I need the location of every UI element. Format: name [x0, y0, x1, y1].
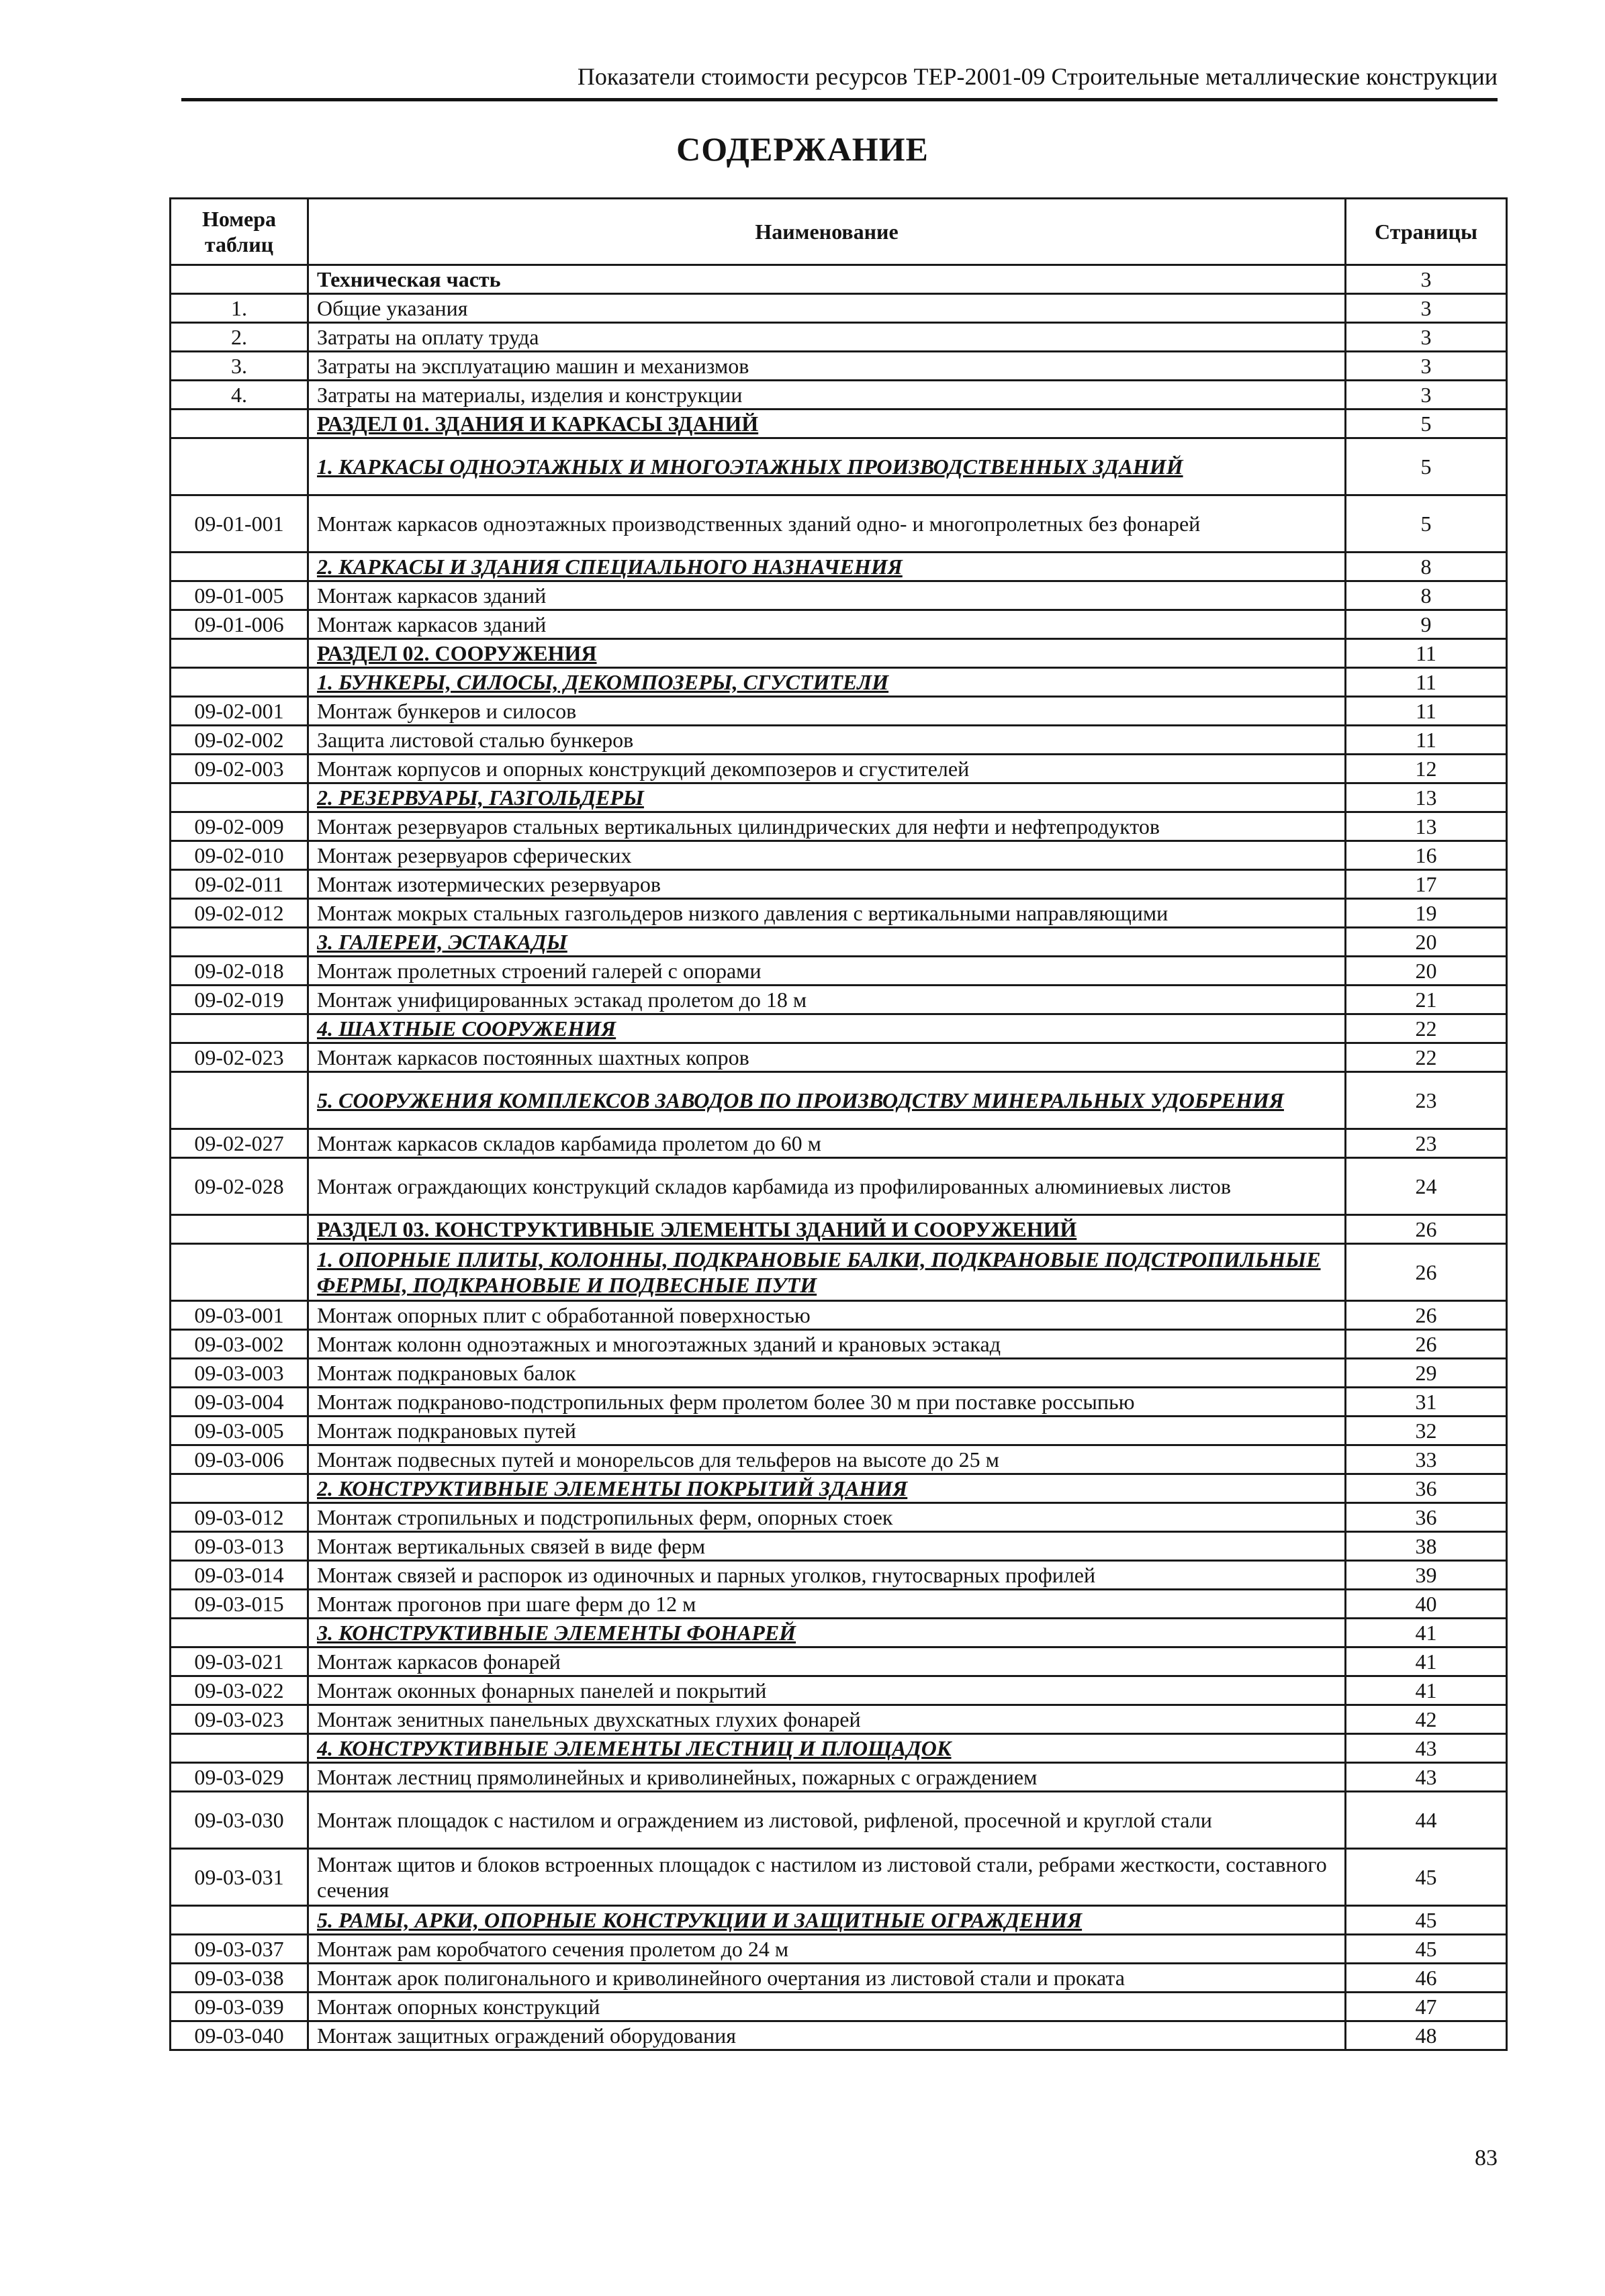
page-number-cell: 40 — [1346, 1590, 1507, 1619]
running-title: Показатели стоимости ресурсов ТЕР-2001-09 Строительные металлические конструкции — [577, 63, 1498, 90]
table-number-cell: 09-01-005 — [171, 581, 308, 610]
page-number-cell: 32 — [1346, 1417, 1507, 1445]
table-row — [171, 1359, 1507, 1388]
table-number-cell: 09-01-001 — [171, 495, 308, 553]
table-row — [171, 1301, 1507, 1330]
table-row — [171, 495, 1507, 553]
table-number-cell: 2. — [171, 323, 308, 352]
entry-name-cell: РАЗДЕЛ 02. СООРУЖЕНИЯ — [308, 639, 1346, 668]
table-row — [171, 1014, 1507, 1043]
table-number-cell: 09-03-039 — [171, 1993, 308, 2021]
entry-name-cell: Монтаж подкраново-подстропильных ферм пролетом более 30 м при поставке россыпью — [308, 1388, 1346, 1417]
table-row — [171, 438, 1507, 495]
table-number-cell: 09-02-019 — [171, 986, 308, 1014]
table-number-cell: 09-03-030 — [171, 1792, 308, 1849]
contents-table-body — [171, 265, 1507, 2050]
page-number-cell: 11 — [1346, 697, 1507, 726]
table-number-cell: 09-03-012 — [171, 1503, 308, 1532]
table-number-cell: 09-03-013 — [171, 1532, 308, 1561]
entry-name-cell: Затраты на оплату труда — [308, 323, 1346, 352]
contents-table — [169, 197, 1508, 2051]
table-number-cell — [171, 553, 308, 581]
entry-name-cell: Монтаж резервуаров сферических — [308, 841, 1346, 870]
table-number-cell: 09-02-012 — [171, 899, 308, 928]
entry-name-cell: Монтаж корпусов и опорных конструкций декомпозеров и сгустителей — [308, 755, 1346, 783]
table-row — [171, 323, 1507, 352]
page-number-cell: 26 — [1346, 1215, 1507, 1244]
table-row — [171, 957, 1507, 986]
page-number-cell: 11 — [1346, 668, 1507, 697]
table-number-cell: 09-03-015 — [171, 1590, 308, 1619]
entry-name-cell: 2. КОНСТРУКТИВНЫЕ ЭЛЕМЕНТЫ ПОКРЫТИЙ ЗДАНИЯ — [308, 1474, 1346, 1503]
table-row — [171, 1445, 1507, 1474]
table-row — [171, 2021, 1507, 2050]
table-row — [171, 783, 1507, 812]
entry-name-cell: Затраты на материалы, изделия и конструкции — [308, 381, 1346, 410]
table-row — [171, 553, 1507, 581]
table-row — [171, 1763, 1507, 1792]
page-number-cell: 47 — [1346, 1993, 1507, 2021]
table-number-cell: 4. — [171, 381, 308, 410]
entry-name-cell: 1. КАРКАСЫ ОДНОЭТАЖНЫХ И МНОГОЭТАЖНЫХ ПРОИЗВОДСТВЕННЫХ ЗДАНИЙ — [308, 438, 1346, 495]
entry-name-cell: Монтаж унифицированных эстакад пролетом до 18 м — [308, 986, 1346, 1014]
table-number-cell: 09-03-014 — [171, 1561, 308, 1590]
table-row — [171, 1503, 1507, 1532]
table-row — [171, 1532, 1507, 1561]
table-row — [171, 1993, 1507, 2021]
entry-name-cell: РАЗДЕЛ 01. ЗДАНИЯ И КАРКАСЫ ЗДАНИЙ — [308, 410, 1346, 438]
page-number-cell: 24 — [1346, 1158, 1507, 1215]
table-number-cell: 09-02-010 — [171, 841, 308, 870]
table-number-cell — [171, 639, 308, 668]
table-row — [171, 726, 1507, 755]
page-number-cell: 48 — [1346, 2021, 1507, 2050]
entry-name-cell: Монтаж мокрых стальных газгольдеров низкого давления с вертикальными направляющими — [308, 899, 1346, 928]
page-number-cell: 13 — [1346, 812, 1507, 841]
table-number-cell — [171, 1734, 308, 1763]
page-number-cell: 13 — [1346, 783, 1507, 812]
table-number-cell — [171, 1244, 308, 1301]
entry-name-cell: Монтаж подкрановых балок — [308, 1359, 1346, 1388]
table-number-cell — [171, 1474, 308, 1503]
table-number-cell — [171, 928, 308, 957]
table-row — [171, 1676, 1507, 1705]
table-row — [171, 1043, 1507, 1072]
table-number-cell — [171, 668, 308, 697]
table-row — [171, 870, 1507, 899]
table-row — [171, 265, 1507, 294]
page-number-cell: 5 — [1346, 410, 1507, 438]
page-number-cell: 45 — [1346, 1849, 1507, 1906]
table-number-cell: 09-02-011 — [171, 870, 308, 899]
entry-name-cell: Общие указания — [308, 294, 1346, 323]
entry-name-cell: 5. РАМЫ, АРКИ, ОПОРНЫЕ КОНСТРУКЦИИ И ЗАЩИТНЫЕ ОГРАЖДЕНИЯ — [308, 1906, 1346, 1935]
column-header-name: Наименование — [308, 199, 1346, 265]
table-row — [171, 1129, 1507, 1158]
table-row — [171, 1561, 1507, 1590]
entry-name-cell: Монтаж каркасов зданий — [308, 610, 1346, 639]
entry-name-cell: Затраты на эксплуатацию машин и механизмов — [308, 352, 1346, 381]
table-row — [171, 668, 1507, 697]
page-number-cell: 3 — [1346, 381, 1507, 410]
page-number-cell: 3 — [1346, 265, 1507, 294]
page-number-cell: 26 — [1346, 1244, 1507, 1301]
entry-name-cell: Монтаж подкрановых путей — [308, 1417, 1346, 1445]
entry-name-cell: Монтаж вертикальных связей в виде ферм — [308, 1532, 1346, 1561]
entry-name-cell: Монтаж каркасов фонарей — [308, 1647, 1346, 1676]
table-number-cell: 09-03-037 — [171, 1935, 308, 1964]
table-row — [171, 1072, 1507, 1129]
table-number-cell — [171, 783, 308, 812]
table-row — [171, 1417, 1507, 1445]
entry-name-cell: Монтаж каркасов постоянных шахтных копров — [308, 1043, 1346, 1072]
table-row — [171, 581, 1507, 610]
entry-name-cell: 2. КАРКАСЫ И ЗДАНИЯ СПЕЦИАЛЬНОГО НАЗНАЧЕНИЯ — [308, 553, 1346, 581]
table-number-cell: 09-03-003 — [171, 1359, 308, 1388]
table-number-cell — [171, 1215, 308, 1244]
entry-name-cell: 4. КОНСТРУКТИВНЫЕ ЭЛЕМЕНТЫ ЛЕСТНИЦ И ПЛОЩАДОК — [308, 1734, 1346, 1763]
page-number-cell: 19 — [1346, 899, 1507, 928]
table-number-cell: 09-02-028 — [171, 1158, 308, 1215]
table-row — [171, 986, 1507, 1014]
page-number-cell: 12 — [1346, 755, 1507, 783]
page-number-cell: 44 — [1346, 1792, 1507, 1849]
table-number-cell: 09-02-001 — [171, 697, 308, 726]
entry-name-cell: Монтаж опорных конструкций — [308, 1993, 1346, 2021]
table-row — [171, 755, 1507, 783]
page-number-cell: 21 — [1346, 986, 1507, 1014]
table-number-cell: 09-02-003 — [171, 755, 308, 783]
entry-name-cell: 2. РЕЗЕРВУАРЫ, ГАЗГОЛЬДЕРЫ — [308, 783, 1346, 812]
table-number-cell — [171, 410, 308, 438]
entry-name-cell: Монтаж каркасов складов карбамида пролетом до 60 м — [308, 1129, 1346, 1158]
page-number-cell: 26 — [1346, 1330, 1507, 1359]
page-number-cell: 39 — [1346, 1561, 1507, 1590]
page-number-cell: 20 — [1346, 928, 1507, 957]
page-number-cell: 20 — [1346, 957, 1507, 986]
table-number-cell: 09-03-031 — [171, 1849, 308, 1906]
table-row — [171, 1792, 1507, 1849]
page-number-cell: 22 — [1346, 1043, 1507, 1072]
entry-name-cell: Монтаж подвесных путей и монорельсов для тельферов на высоте до 25 м — [308, 1445, 1346, 1474]
table-number-cell: 09-03-038 — [171, 1964, 308, 1993]
table-row — [171, 1705, 1507, 1734]
entry-name-cell: Монтаж оконных фонарных панелей и покрытий — [308, 1676, 1346, 1705]
table-number-cell: 09-03-006 — [171, 1445, 308, 1474]
table-row — [171, 1244, 1507, 1301]
page-number-cell: 31 — [1346, 1388, 1507, 1417]
table-number-cell — [171, 1014, 308, 1043]
column-header-pages: Страницы — [1346, 199, 1507, 265]
page-number-cell: 3 — [1346, 294, 1507, 323]
page-number-cell: 5 — [1346, 495, 1507, 553]
page-title: СОДЕРЖАНИЕ — [676, 130, 929, 168]
page-number-cell: 3 — [1346, 352, 1507, 381]
table-row — [171, 352, 1507, 381]
table-row — [171, 410, 1507, 438]
table-number-cell: 09-02-018 — [171, 957, 308, 986]
entry-name-cell: Монтаж рам коробчатого сечения пролетом до 24 м — [308, 1935, 1346, 1964]
entry-name-cell: Монтаж прогонов при шаге ферм до 12 м — [308, 1590, 1346, 1619]
table-row — [171, 1964, 1507, 1993]
table-row — [171, 1474, 1507, 1503]
table-number-cell: 09-03-005 — [171, 1417, 308, 1445]
table-number-cell: 1. — [171, 294, 308, 323]
entry-name-cell: Монтаж изотермических резервуаров — [308, 870, 1346, 899]
page-number-cell: 36 — [1346, 1503, 1507, 1532]
table-header-row — [171, 199, 1507, 265]
table-row — [171, 639, 1507, 668]
table-number-cell — [171, 1619, 308, 1647]
page-number: 83 — [1475, 2146, 1498, 2170]
entry-name-cell: Монтаж каркасов зданий — [308, 581, 1346, 610]
header-rule — [181, 98, 1498, 101]
table-row — [171, 294, 1507, 323]
table-number-cell: 09-03-040 — [171, 2021, 308, 2050]
page-number-cell: 23 — [1346, 1072, 1507, 1129]
page-number-cell: 38 — [1346, 1532, 1507, 1561]
page-number-cell: 8 — [1346, 581, 1507, 610]
entry-name-cell: Монтаж бункеров и силосов — [308, 697, 1346, 726]
page-number-cell: 9 — [1346, 610, 1507, 639]
entry-name-cell: 1. БУНКЕРЫ, СИЛОСЫ, ДЕКОМПОЗЕРЫ, СГУСТИТЕЛИ — [308, 668, 1346, 697]
table-number-cell: 09-03-001 — [171, 1301, 308, 1330]
page-number-cell: 33 — [1346, 1445, 1507, 1474]
entry-name-cell: Монтаж ограждающих конструкций складов карбамида из профилированных алюминиевых листов — [308, 1158, 1346, 1215]
table-row — [171, 1734, 1507, 1763]
table-number-cell: 09-03-023 — [171, 1705, 308, 1734]
entry-name-cell: Монтаж лестниц прямолинейных и криволинейных, пожарных с ограждением — [308, 1763, 1346, 1792]
table-number-cell — [171, 438, 308, 495]
table-row — [171, 841, 1507, 870]
table-row — [171, 697, 1507, 726]
page-number-cell: 11 — [1346, 639, 1507, 668]
page-number-cell: 3 — [1346, 323, 1507, 352]
page-number-cell: 23 — [1346, 1129, 1507, 1158]
table-row — [171, 1590, 1507, 1619]
page-number-cell: 41 — [1346, 1619, 1507, 1647]
page-number-cell: 46 — [1346, 1964, 1507, 1993]
entry-name-cell: 3. ГАЛЕРЕИ, ЭСТАКАДЫ — [308, 928, 1346, 957]
table-number-cell: 09-03-002 — [171, 1330, 308, 1359]
page-number-cell: 8 — [1346, 553, 1507, 581]
table-number-cell: 3. — [171, 352, 308, 381]
table-row — [171, 1935, 1507, 1964]
entry-name-cell: Монтаж каркасов одноэтажных производственных зданий одно- и многопролетных без фонарей — [308, 495, 1346, 553]
entry-name-cell: Монтаж площадок с настилом и ограждением из листовой, рифленой, просечной и круглой стали — [308, 1792, 1346, 1849]
table-number-cell: 09-03-029 — [171, 1763, 308, 1792]
table-number-cell: 09-03-004 — [171, 1388, 308, 1417]
table-number-cell: 09-03-021 — [171, 1647, 308, 1676]
entry-name-cell: 5. СООРУЖЕНИЯ КОМПЛЕКСОВ ЗАВОДОВ ПО ПРОИЗВОДСТВУ МИНЕРАЛЬНЫХ УДОБРЕНИЯ — [308, 1072, 1346, 1129]
table-row — [171, 1158, 1507, 1215]
entry-name-cell: 3. КОНСТРУКТИВНЫЕ ЭЛЕМЕНТЫ ФОНАРЕЙ — [308, 1619, 1346, 1647]
table-number-cell — [171, 1906, 308, 1935]
page-number-cell: 41 — [1346, 1647, 1507, 1676]
entry-name-cell: Монтаж защитных ограждений оборудования — [308, 2021, 1346, 2050]
entry-name-cell: Монтаж колонн одноэтажных и многоэтажных зданий и крановых эстакад — [308, 1330, 1346, 1359]
table-number-cell: 09-02-009 — [171, 812, 308, 841]
entry-name-cell: РАЗДЕЛ 03. КОНСТРУКТИВНЫЕ ЭЛЕМЕНТЫ ЗДАНИЙ И СООРУЖЕНИЙ — [308, 1215, 1346, 1244]
page-number-cell: 29 — [1346, 1359, 1507, 1388]
table-row — [171, 610, 1507, 639]
page-number-cell: 26 — [1346, 1301, 1507, 1330]
table-row — [171, 1647, 1507, 1676]
table-row — [171, 899, 1507, 928]
page-number-cell: 45 — [1346, 1935, 1507, 1964]
table-number-cell: 09-03-022 — [171, 1676, 308, 1705]
table-row — [171, 1906, 1507, 1935]
table-row — [171, 1330, 1507, 1359]
table-number-cell: 09-01-006 — [171, 610, 308, 639]
table-number-cell: 09-02-023 — [171, 1043, 308, 1072]
table-row — [171, 1849, 1507, 1906]
entry-name-cell: Монтаж опорных плит с обработанной поверхностью — [308, 1301, 1346, 1330]
table-row — [171, 1215, 1507, 1244]
page-number-cell: 43 — [1346, 1763, 1507, 1792]
entry-name-cell: Монтаж связей и распорок из одиночных и парных уголков, гнутосварных профилей — [308, 1561, 1346, 1590]
page-number-cell: 45 — [1346, 1906, 1507, 1935]
table-number-cell: 09-02-027 — [171, 1129, 308, 1158]
entry-name-cell: 1. ОПОРНЫЕ ПЛИТЫ, КОЛОННЫ, ПОДКРАНОВЫЕ БАЛКИ, ПОДКРАНОВЫЕ ПОДСТРОПИЛЬНЫЕ ФЕРМЫ, ПОДКРАНОВЫЕ И ПОДВЕСНЫЕ ПУТИ — [308, 1244, 1346, 1301]
column-header-table-numbers: Номера таблиц — [171, 199, 308, 265]
entry-name-cell: Защита листовой сталью бункеров — [308, 726, 1346, 755]
entry-name-cell: Монтаж стропильных и подстропильных ферм, опорных стоек — [308, 1503, 1346, 1532]
table-row — [171, 928, 1507, 957]
entry-name-cell: Техническая часть — [308, 265, 1346, 294]
table-row — [171, 1388, 1507, 1417]
page-number-cell: 22 — [1346, 1014, 1507, 1043]
table-number-cell — [171, 1072, 308, 1129]
page-number-cell: 36 — [1346, 1474, 1507, 1503]
page-number-cell: 11 — [1346, 726, 1507, 755]
table-row — [171, 812, 1507, 841]
table-number-cell — [171, 265, 308, 294]
entry-name-cell: Монтаж зенитных панельных двухскатных глухих фонарей — [308, 1705, 1346, 1734]
entry-name-cell: Монтаж щитов и блоков встроенных площадок с настилом из листовой стали, ребрами жесткости, составного сечения — [308, 1849, 1346, 1906]
entry-name-cell: Монтаж арок полигонального и криволинейного очертания из листовой стали и проката — [308, 1964, 1346, 1993]
page-number-cell: 17 — [1346, 870, 1507, 899]
table-number-cell: 09-02-002 — [171, 726, 308, 755]
page-number-cell: 16 — [1346, 841, 1507, 870]
table-row — [171, 1619, 1507, 1647]
entry-name-cell: Монтаж пролетных строений галерей с опорами — [308, 957, 1346, 986]
table-row — [171, 381, 1507, 410]
page-number-cell: 5 — [1346, 438, 1507, 495]
page-number-cell: 42 — [1346, 1705, 1507, 1734]
page-number-cell: 41 — [1346, 1676, 1507, 1705]
entry-name-cell: Монтаж резервуаров стальных вертикальных цилиндрических для нефти и нефтепродуктов — [308, 812, 1346, 841]
page-number-cell: 43 — [1346, 1734, 1507, 1763]
entry-name-cell: 4. ШАХТНЫЕ СООРУЖЕНИЯ — [308, 1014, 1346, 1043]
